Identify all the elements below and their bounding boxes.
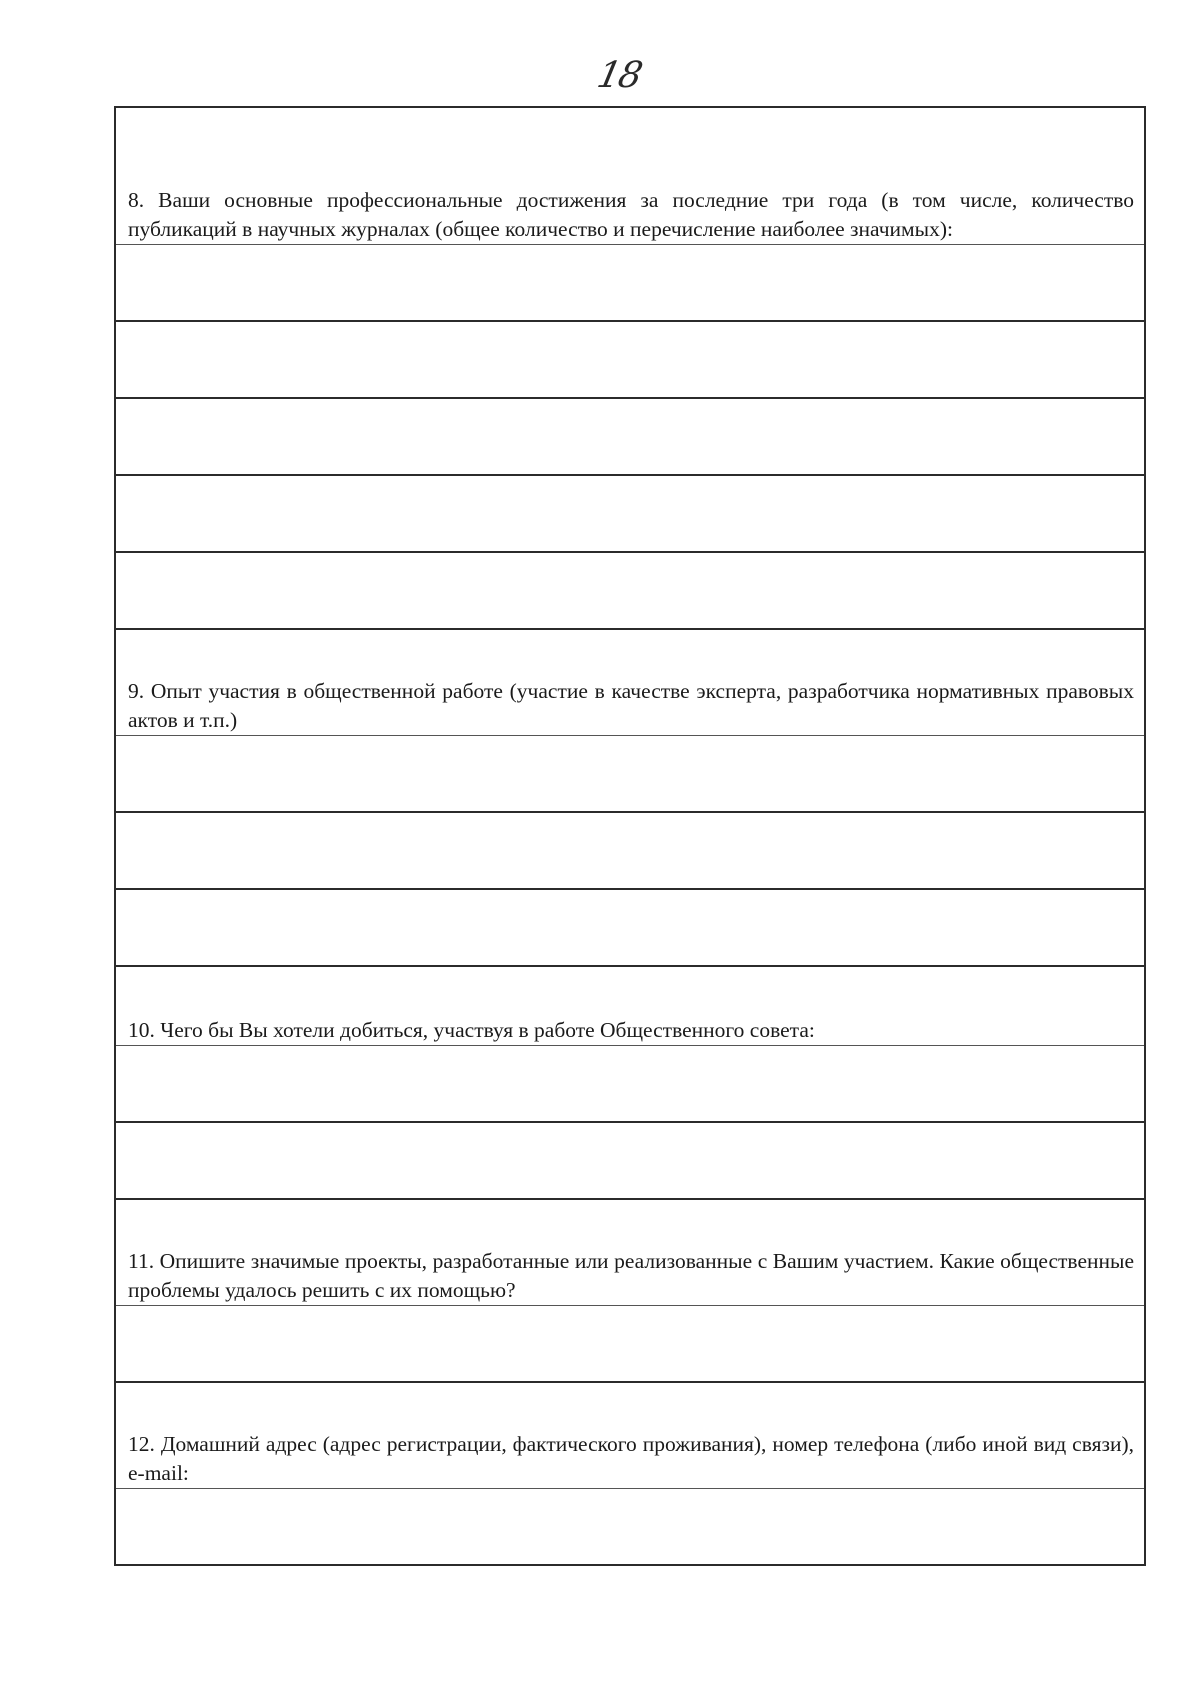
section-11-text: 11. Опишите значимые проекты, разработанные или реализованные с Вашим участием. Какие общественные проблемы удалось решить с их помощью? bbox=[128, 1249, 1134, 1302]
section-9-answer-line-2[interactable] bbox=[116, 813, 1144, 890]
section-12-answer-line-1[interactable] bbox=[116, 1489, 1144, 1566]
section-11-answer-line-1[interactable] bbox=[116, 1306, 1144, 1383]
section-8-question bbox=[116, 108, 1144, 245]
questionnaire-table bbox=[114, 106, 1146, 1566]
section-8-answer-line-4[interactable] bbox=[116, 476, 1144, 553]
section-10-answer-line-2[interactable] bbox=[116, 1123, 1144, 1200]
section-9 bbox=[116, 630, 1144, 967]
section-9-answer-line-1[interactable] bbox=[116, 736, 1144, 813]
section-8-answer-line-5[interactable] bbox=[116, 553, 1144, 630]
section-10-answer-line-1[interactable] bbox=[116, 1046, 1144, 1123]
section-12-question bbox=[116, 1383, 1144, 1489]
section-11 bbox=[116, 1200, 1144, 1383]
section-8-text: 8. Ваши основные профессиональные достижения за последние три года (в том числе, количество публикаций в научных журналах (общее количество и перечисление наиболее значимых): bbox=[128, 188, 1134, 241]
section-9-answer-line-3[interactable] bbox=[116, 890, 1144, 967]
page-number: 18 bbox=[593, 55, 645, 96]
section-10 bbox=[116, 967, 1144, 1200]
section-12-text: 12. Домашний адрес (адрес регистрации, фактического проживания), номер телефона (либо иной вид связи), e-mail: bbox=[128, 1432, 1134, 1485]
section-12 bbox=[116, 1383, 1144, 1566]
section-10-question bbox=[116, 967, 1144, 1046]
section-10-text: 10. Чего бы Вы хотели добиться, участвуя в работе Общественного совета: bbox=[128, 1018, 815, 1042]
section-11-question bbox=[116, 1200, 1144, 1306]
section-8-answer-line-1[interactable] bbox=[116, 245, 1144, 322]
section-8-answer-line-2[interactable] bbox=[116, 322, 1144, 399]
section-9-text: 9. Опыт участия в общественной работе (участие в качестве эксперта, разработчика нормативных правовых актов и т.п.) bbox=[128, 679, 1134, 732]
section-8-answer-line-3[interactable] bbox=[116, 399, 1144, 476]
section-8 bbox=[116, 108, 1144, 630]
section-9-question bbox=[116, 630, 1144, 736]
